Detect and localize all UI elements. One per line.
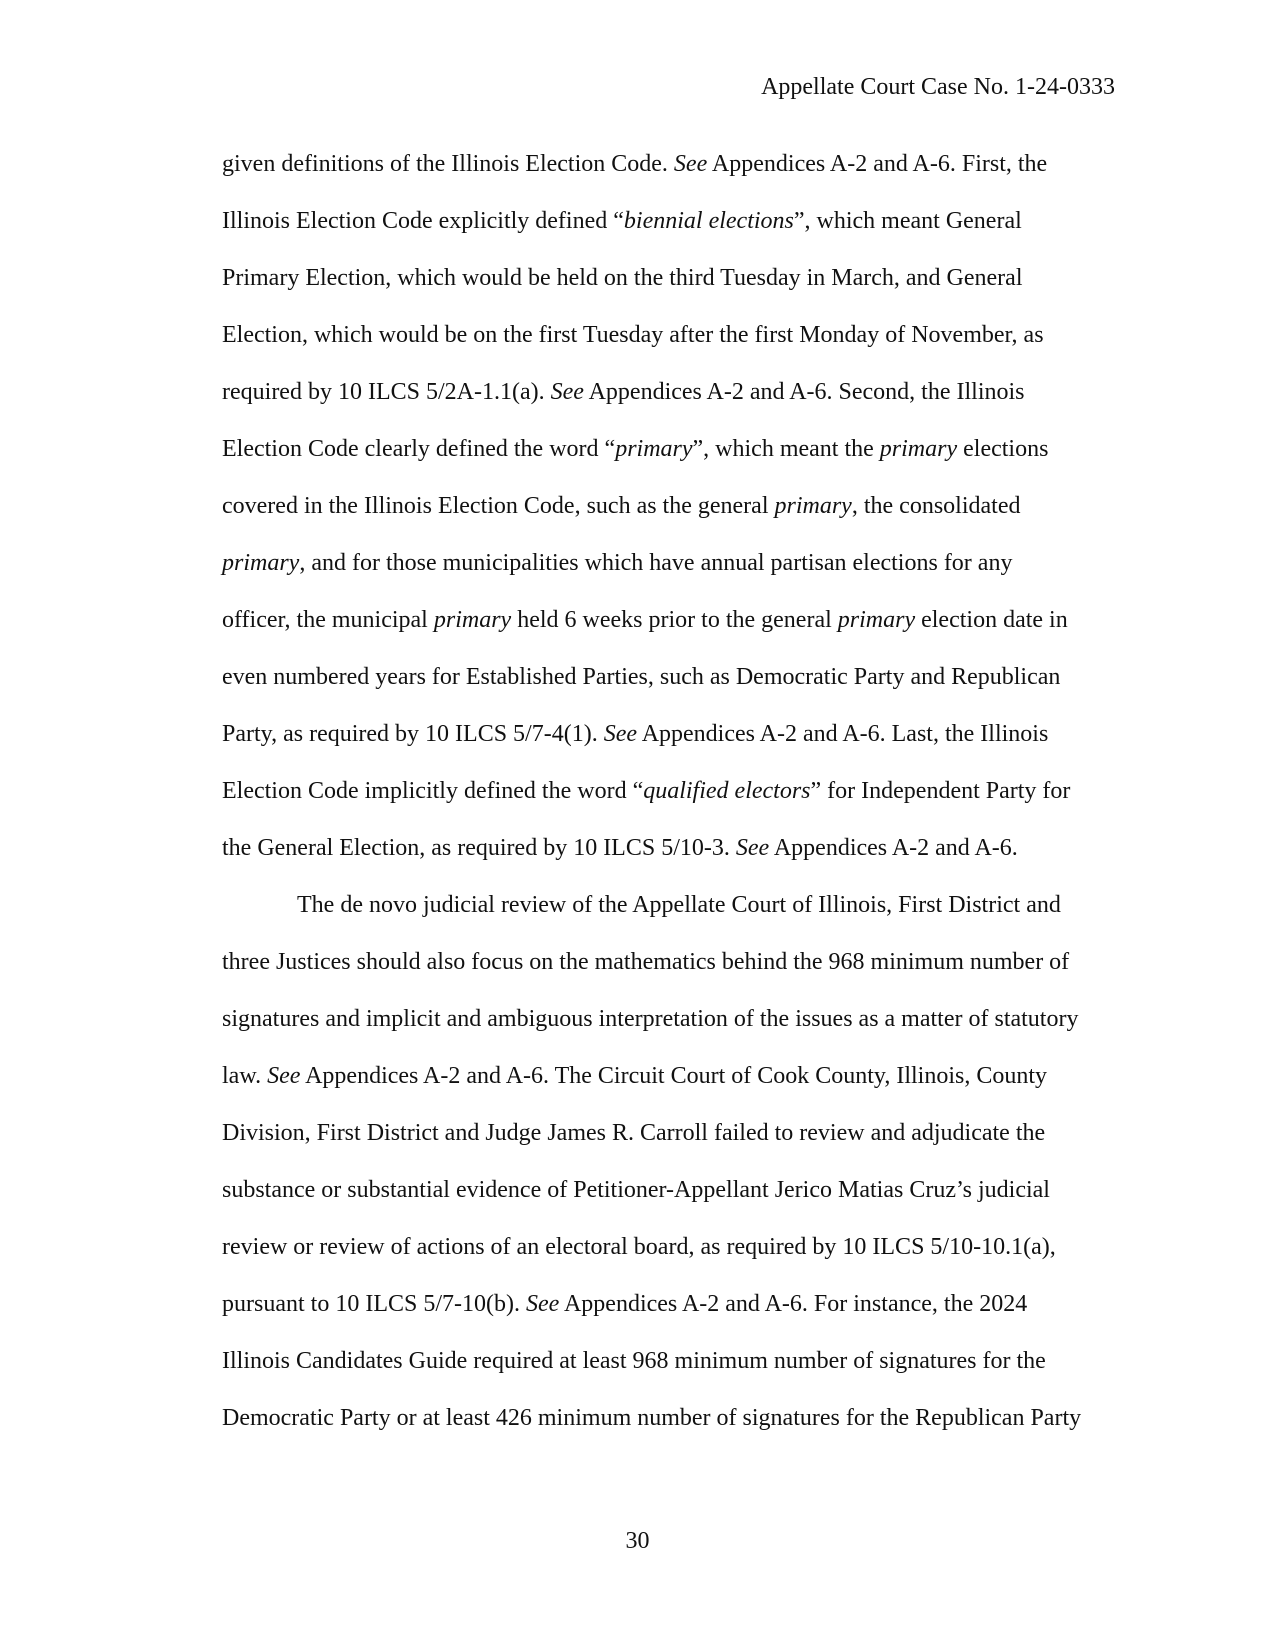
italic-text: qualified electors bbox=[643, 778, 811, 804]
text-segment: ”, which meant the bbox=[692, 436, 880, 462]
text-line bbox=[222, 1276, 1107, 1333]
italic-text: See bbox=[735, 835, 770, 861]
text-segment: election date in bbox=[915, 607, 1068, 633]
text-line bbox=[222, 763, 1107, 820]
text-line bbox=[222, 592, 1107, 649]
text-line bbox=[222, 1390, 1107, 1447]
text-segment: Appendices A-2 and A-6. Last, the Illinois bbox=[637, 721, 1049, 747]
text-segment: law. bbox=[222, 1063, 268, 1089]
italic-text: primary bbox=[879, 436, 958, 462]
text-segment: required by 10 ILCS 5/2A-1.1(a). bbox=[222, 379, 551, 405]
text-line bbox=[222, 478, 1107, 535]
text-line bbox=[222, 820, 1107, 877]
italic-text: primary bbox=[433, 607, 512, 633]
text-line bbox=[222, 364, 1107, 421]
text-line bbox=[222, 706, 1107, 763]
text-segment: the General Election, as required by 10 ILCS 5/10-3. bbox=[222, 835, 736, 861]
text-segment: elections bbox=[957, 436, 1049, 462]
text-line bbox=[222, 193, 1107, 250]
text-segment: given definitions of the Illinois Election Code. bbox=[222, 151, 674, 177]
text-segment: held 6 weeks prior to the general bbox=[511, 607, 838, 633]
text-segment: The de novo judicial review of the Appellate Court of Illinois, First District and bbox=[297, 892, 1061, 918]
text-segment: Appendices A-2 and A-6. Second, the Illinois bbox=[583, 379, 1025, 405]
text-segment: Party, as required by 10 ILCS 5/7-4(1). bbox=[222, 721, 604, 747]
text-line bbox=[222, 991, 1107, 1048]
text-segment: Appendices A-2 and A-6. bbox=[769, 835, 1018, 861]
text-line bbox=[222, 1219, 1107, 1276]
italic-text: primary bbox=[222, 550, 300, 576]
italic-text: See bbox=[525, 1291, 560, 1317]
text-segment: Illinois Election Code explicitly defined “ bbox=[222, 208, 624, 234]
text-line bbox=[222, 535, 1107, 592]
text-segment: Election Code clearly defined the word “ bbox=[222, 436, 616, 462]
text-line bbox=[222, 421, 1107, 478]
italic-text: primary bbox=[774, 493, 852, 519]
text-segment: Election Code implicitly defined the word “ bbox=[222, 778, 644, 804]
text-segment: ”, which meant General bbox=[793, 208, 1022, 234]
italic-text: See bbox=[673, 151, 708, 177]
text-segment: Democratic Party or at least 426 minimum number of signatures for the Republican Party bbox=[222, 1405, 1082, 1431]
text-line bbox=[222, 136, 1107, 193]
text-segment: pursuant to 10 ILCS 5/7-10(b). bbox=[222, 1291, 526, 1317]
italic-text: primary bbox=[615, 436, 693, 462]
text-line bbox=[222, 1048, 1107, 1105]
text-segment: Appendices A-2 and A-6. The Circuit Court of Cook County, Illinois, County bbox=[300, 1063, 1048, 1089]
text-segment: Illinois Candidates Guide required at least 968 minimum number of signatures for the bbox=[222, 1348, 1046, 1374]
text-segment: substance or substantial evidence of Petitioner-Appellant Jerico Matias Cruz’s judicial bbox=[222, 1177, 1050, 1203]
text-segment: ” for Independent Party for bbox=[810, 778, 1071, 804]
italic-text: See bbox=[603, 721, 638, 747]
text-line bbox=[222, 1105, 1107, 1162]
case-number-header: Appellate Court Case No. 1-24-0333 bbox=[761, 74, 1115, 100]
text-line bbox=[222, 1162, 1107, 1219]
text-line bbox=[222, 877, 1107, 934]
italic-text: See bbox=[550, 379, 584, 405]
text-line bbox=[222, 1333, 1107, 1390]
italic-text: biennial elections bbox=[623, 208, 794, 234]
text-segment: even numbered years for Established Parties, such as Democratic Party and Republican bbox=[222, 664, 1061, 690]
text-line bbox=[222, 934, 1107, 991]
text-segment: Division, First District and Judge James R. Carroll failed to review and adjudicate the bbox=[222, 1120, 1046, 1146]
text-line bbox=[222, 307, 1107, 364]
text-segment: Primary Election, which would be held on the third Tuesday in March, and General bbox=[222, 265, 1023, 291]
italic-text: primary bbox=[837, 607, 916, 633]
text-segment: , the consolidated bbox=[851, 493, 1021, 519]
text-segment: Election, which would be on the first Tuesday after the first Monday of November, as bbox=[222, 322, 1044, 348]
page-number: 30 bbox=[625, 1528, 650, 1554]
text-segment: Appendices A-2 and A-6. For instance, the 2024 bbox=[559, 1291, 1028, 1317]
text-segment: three Justices should also focus on the mathematics behind the 968 minimum number of bbox=[222, 949, 1070, 975]
text-segment: Appendices A-2 and A-6. First, the bbox=[707, 151, 1048, 177]
text-segment: , and for those municipalities which have annual partisan elections for any bbox=[299, 550, 1013, 576]
text-segment: signatures and implicit and ambiguous interpretation of the issues as a matter of statutory bbox=[222, 1006, 1079, 1032]
text-segment: review or review of actions of an electoral board, as required by 10 ILCS 5/10-10.1(a), bbox=[222, 1234, 1056, 1260]
text-line bbox=[222, 250, 1107, 307]
italic-text: See bbox=[267, 1063, 301, 1089]
text-segment: covered in the Illinois Election Code, such as the general bbox=[222, 493, 775, 519]
document-body bbox=[222, 136, 1107, 1447]
text-line bbox=[222, 649, 1107, 706]
text-segment: officer, the municipal bbox=[222, 607, 434, 633]
